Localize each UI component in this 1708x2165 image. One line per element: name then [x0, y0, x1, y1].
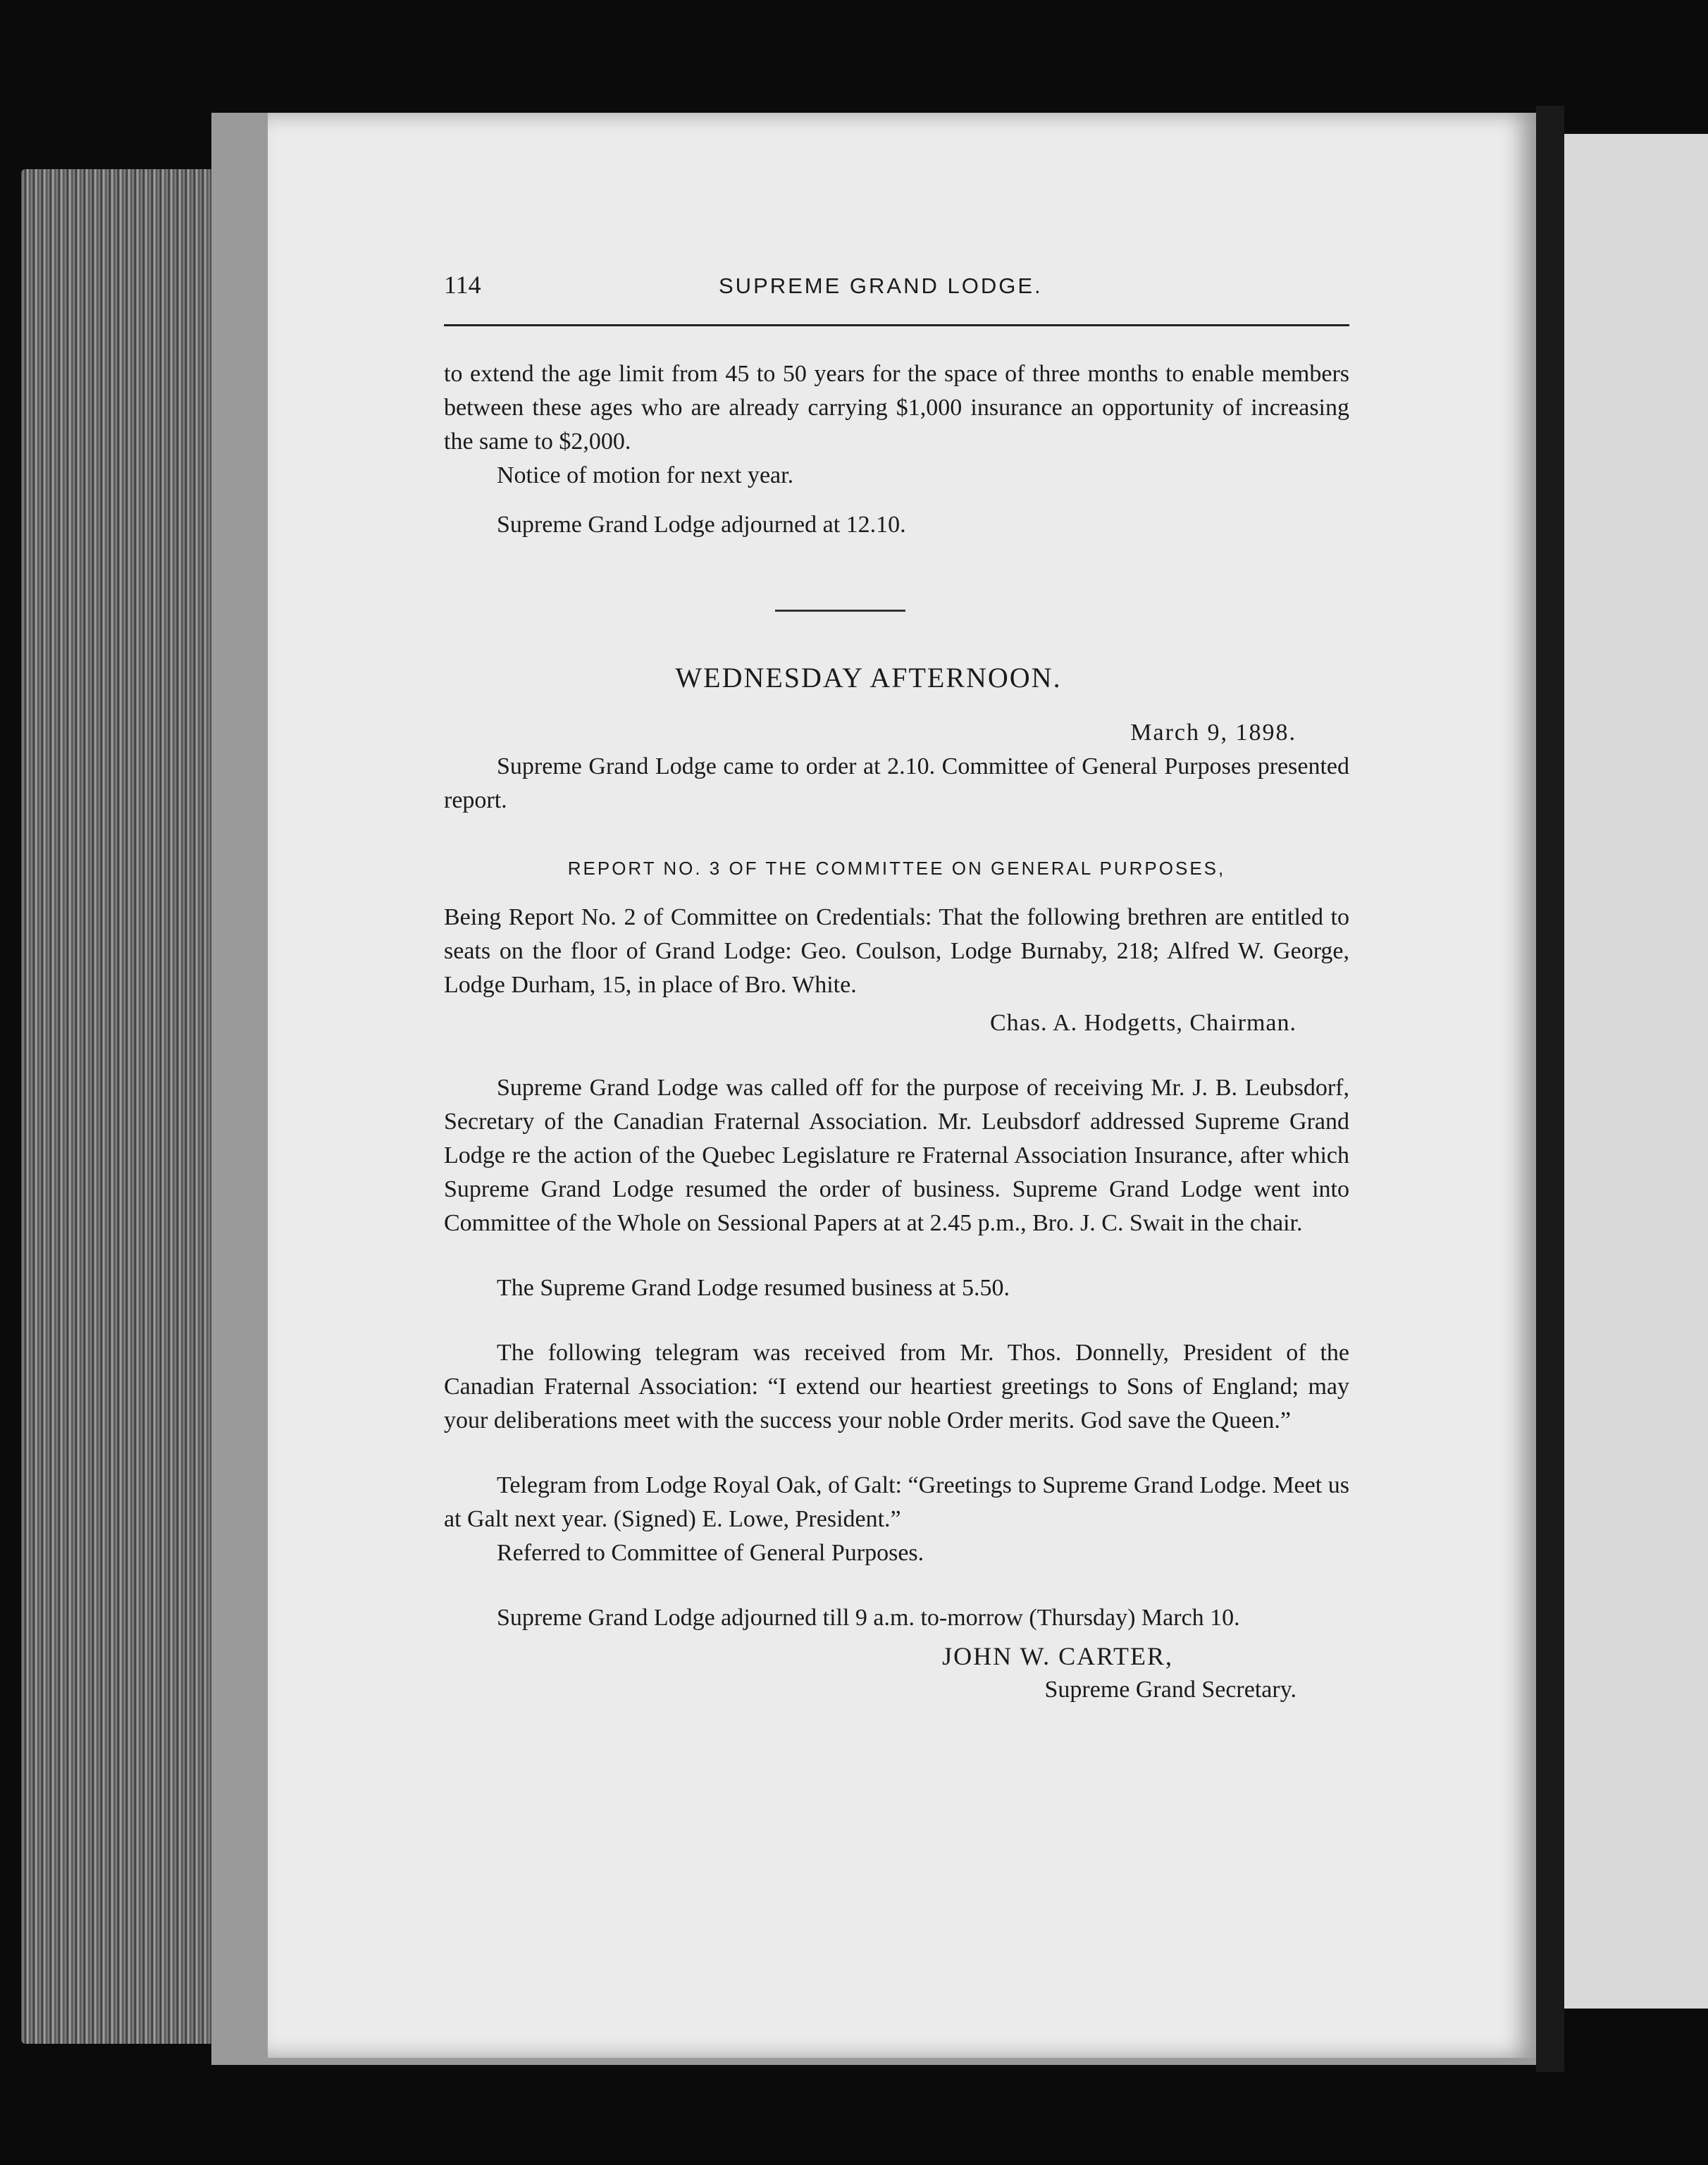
- notice-of-motion: Notice of motion for next year.: [497, 462, 794, 488]
- header-rule: [444, 324, 1349, 326]
- report-text: Being Report No. 2 of Committee on Credentials: That the following brethren are entitled to seats on the floor of Grand Lodge: Geo. Coulson, Lodge Burnaby, 218; Alfred W. George, Lodge Durham, 15, in place of Bro. White.: [444, 904, 1349, 998]
- chairman-signature: Chas. A. Hodgetts, Chairman.: [989, 1010, 1297, 1036]
- adjourned-noon: Supreme Grand Lodge adjourned at 12.10.: [497, 512, 906, 538]
- secretary-name: JOHN W. CARTER,: [942, 1642, 1173, 1670]
- telegram-royal-oak: Telegram from Lodge Royal Oak, of Galt: “Greetings to Supreme Grand Lodge. Meet us at Galt next year. (Signed) E. Lowe, President.”: [444, 1472, 1349, 1532]
- page-text: [444, 268, 1349, 1707]
- called-off-paragraph: Supreme Grand Lodge was called off for the purpose of receiving Mr. J. B. Leubsdorf, Secretary of the Canadian Fraternal Association. Mr. Leubsdorf addressed Supreme Grand Lodge re the action of the Quebec Legislature re Fraternal Association Insurance, after which Supreme Grand Lodge resumed the order of business. Supreme Grand Lodge went into Committee of the Whole on Sessional Papers at at 2.45 p.m., Bro. J. C. Swait in the chair.: [444, 1075, 1349, 1236]
- section-divider: [775, 610, 905, 612]
- page-header: [444, 268, 1349, 310]
- report-heading: REPORT NO. 3 OF THE COMMITTEE ON GENERAL PURPOSES,: [567, 858, 1226, 879]
- secretary-title: Supreme Grand Secretary.: [1044, 1677, 1297, 1703]
- book-gutter: [1536, 106, 1564, 2072]
- came-to-order: Supreme Grand Lodge came to order at 2.10. Committee of General Purposes presented report.: [444, 753, 1349, 813]
- running-head: SUPREME GRAND LODGE.: [719, 273, 1043, 298]
- adjourned-evening: Supreme Grand Lodge adjourned till 9 a.m. to-morrow (Thursday) March 10.: [497, 1605, 1240, 1631]
- paragraph-continued: to extend the age limit from 45 to 50 years for the space of three months to enable members between these ages who are already carrying $1,000 insurance an opportunity of increasing the same to $2,000.: [444, 361, 1349, 455]
- referred-line: Referred to Committee of General Purposes.: [497, 1540, 924, 1566]
- telegram-donnelly: The following telegram was received from Mr. Thos. Donnelly, President of the Canadian Fraternal Association: “I extend our heartiest greetings to Sons of England; may your deliberations meet with the success your noble Order merits. God save the Queen.”: [444, 1340, 1349, 1433]
- date-line: March 9, 1898.: [1130, 720, 1297, 746]
- section-title: WEDNESDAY AFTERNOON.: [675, 662, 1062, 693]
- facing-page: [1564, 134, 1708, 2009]
- resumed-business: The Supreme Grand Lodge resumed business at 5.50.: [497, 1275, 1010, 1301]
- page-number: 114: [444, 271, 481, 299]
